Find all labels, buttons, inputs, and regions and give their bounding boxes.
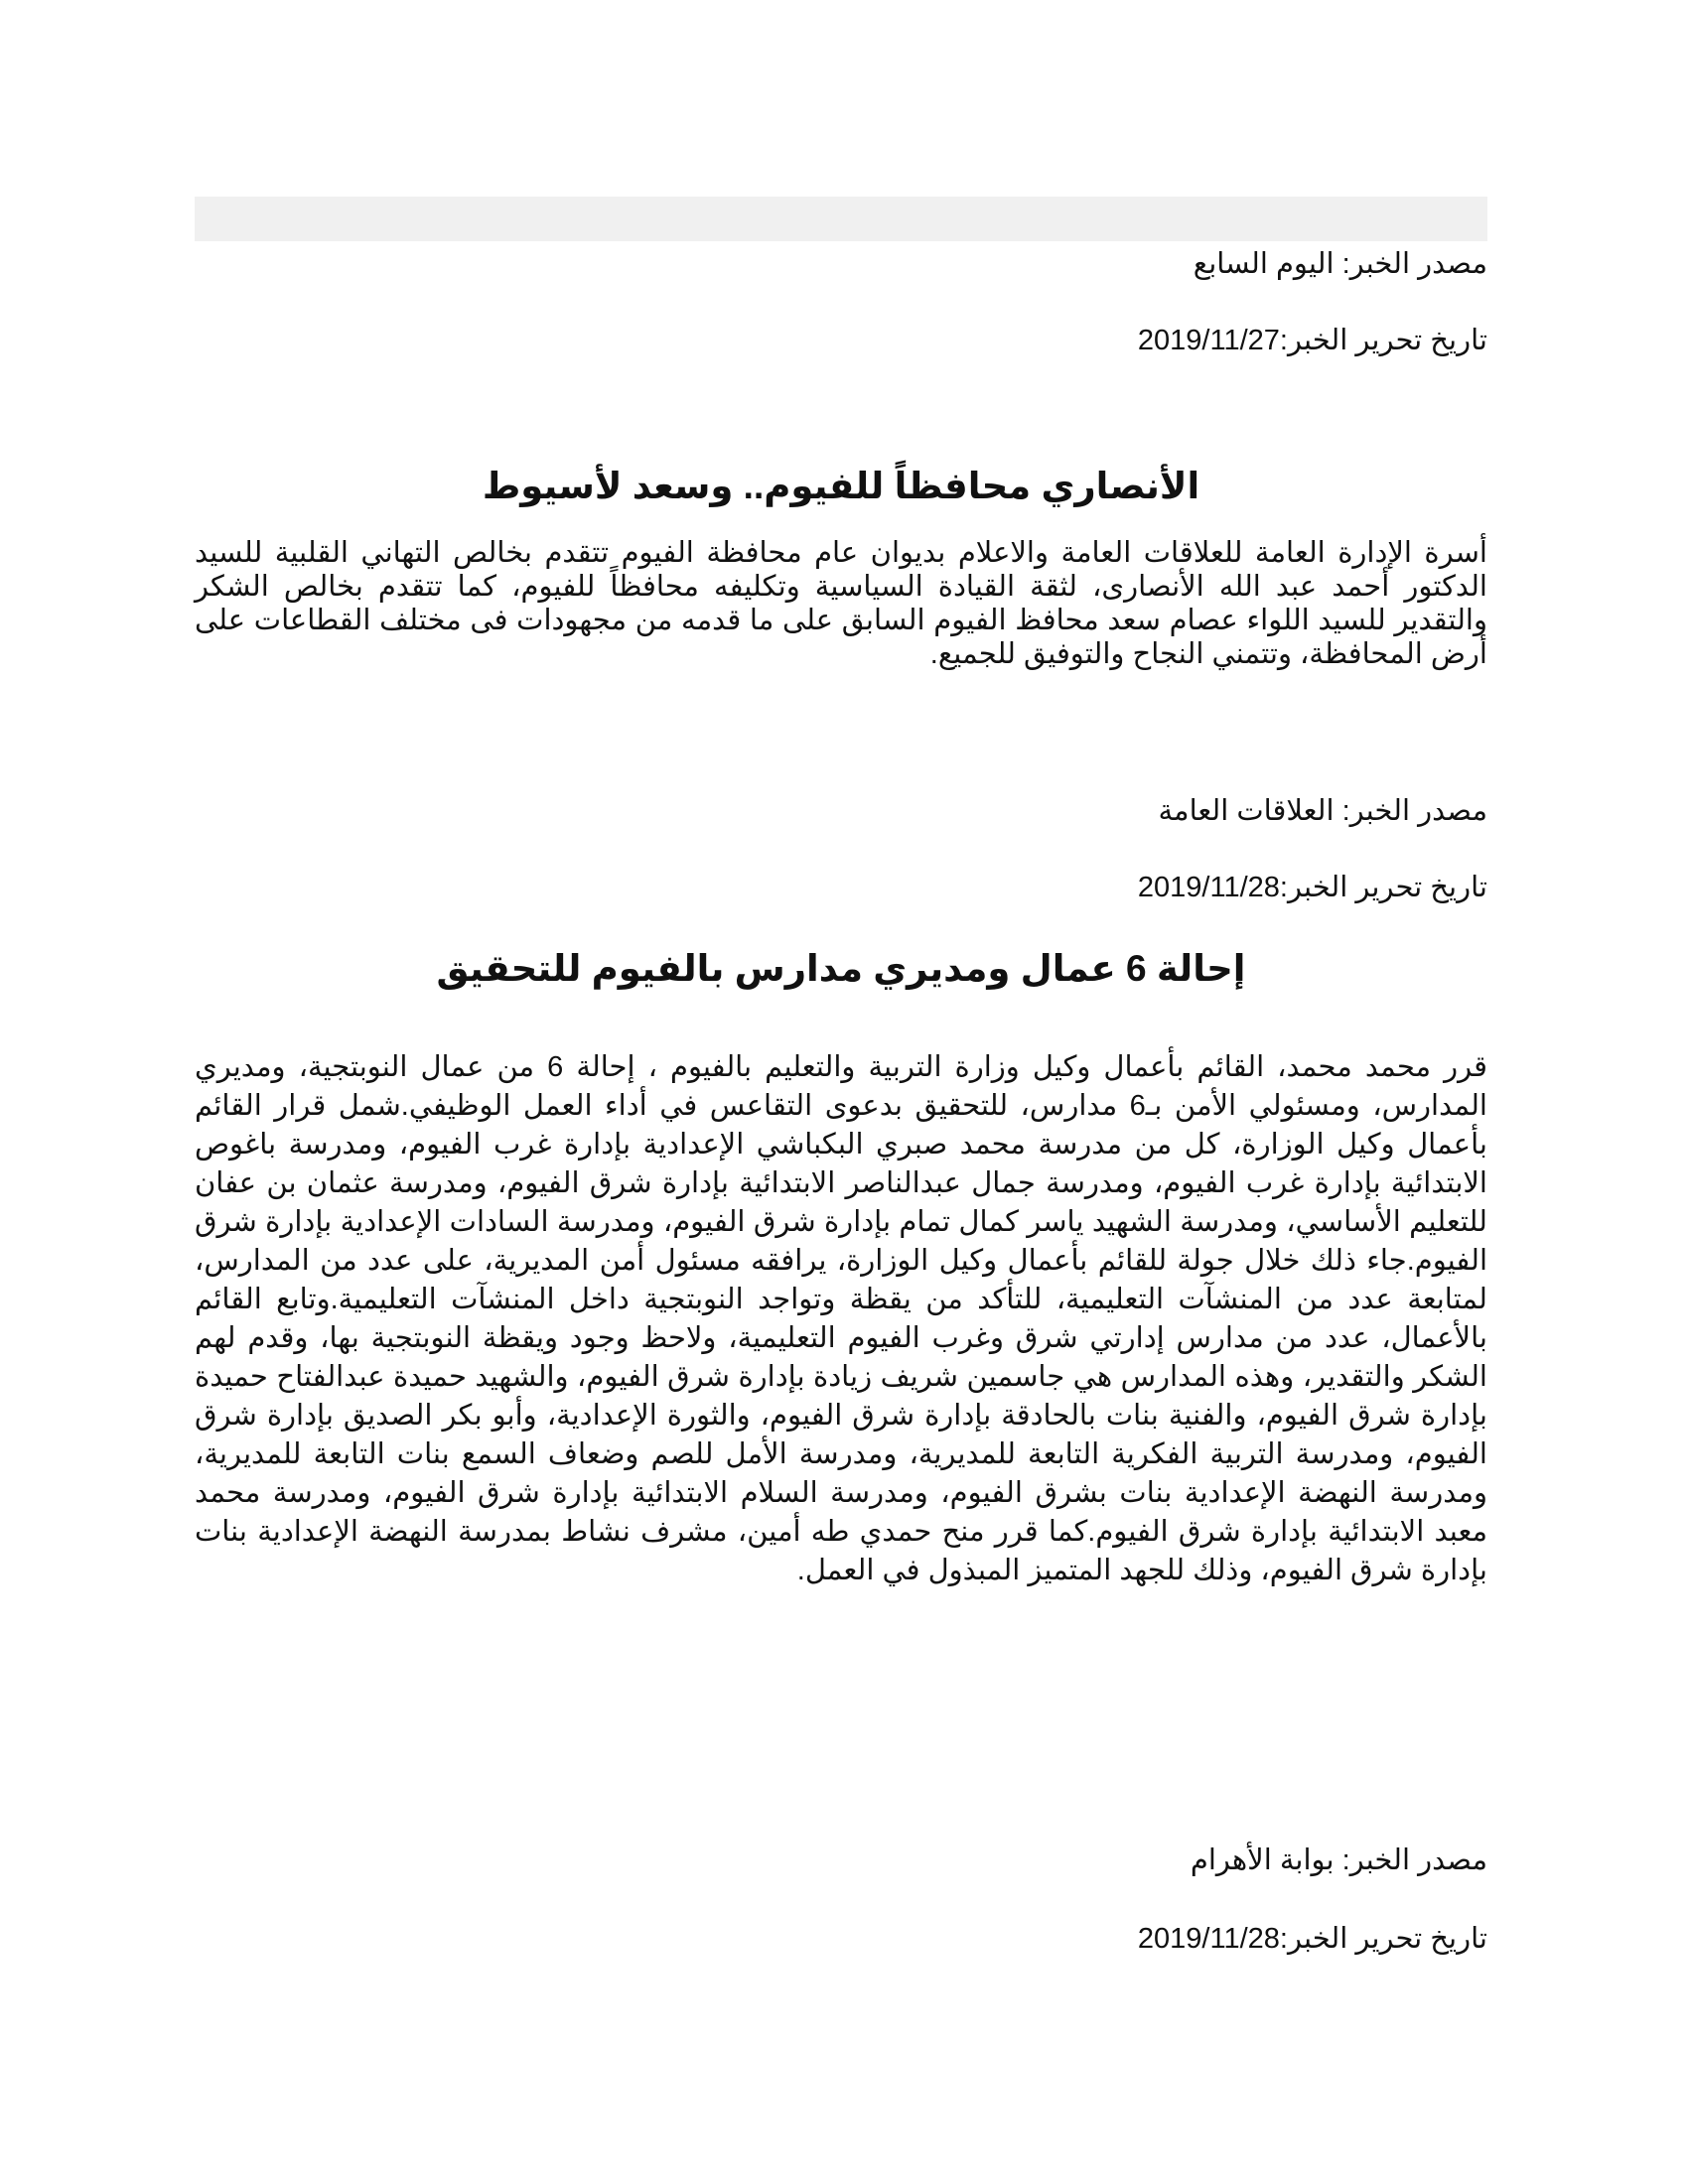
news-date-2: تاريخ تحرير الخبر:2019/11/28 xyxy=(1137,872,1487,903)
news-source-2: مصدر الخبر: العلاقات العامة xyxy=(1158,795,1487,827)
news-source-1: مصدر الخبر: اليوم السابع xyxy=(1193,248,1487,280)
article-body-2: قرر محمد محمد، القائم بأعمال وكيل وزارة التربية والتعليم بالفيوم ، إحالة 6 من عمال النوبتجية، ومديري المدارس، ومسئولي الأمن بـ6 مدارس، للتحقيق بدعوى التقاعس في أداء العمل الوظيفي.شمل قرار القائم بأعمال وكيل الوزارة، كل من مدرسة محمد صبري البكباشي الإعدادية بإدارة غرب الفيوم، ومدرسة باغوص الابتدائية بإدارة غرب الفيوم، ومدرسة جمال عبدالناصر الابتدائية بإدارة شرق الفيوم، ومدرسة عثمان بن عفان للتعليم الأساسي، ومدرسة الشهيد ياسر كمال تمام بإدارة شرق الفيوم، ومدرسة السادات الإعدادية بإدارة شرق الفيوم.جاء ذلك خلال جولة للقائم بأعمال وكيل الوزارة، يرافقه مسئول أمن المديرية، على عدد من المدارس، لمتابعة عدد من المنشآت التعليمية، للتأكد من يقظة وتواجد النوبتجية داخل المنشآت التعليمية.وتابع القائم بالأعمال، عدد من مدارس إدارتي شرق وغرب الفيوم التعليمية، ولاحظ وجود ويقظة النوبتجية بها، وقدم لهم الشكر والتقدير، وهذه المدارس هي جاسمين شريف زيادة بإدارة شرق الفيوم، والشهيد حميدة عبدالفتاح حميدة بإدارة شرق الفيوم، والفنية بنات بالحادقة بإدارة شرق الفيوم، والثورة الإعدادية، وأبو بكر الصديق بإدارة شرق الفيوم، ومدرسة التربية الفكرية التابعة للمديرية، ومدرسة الأمل للصم وضعاف السمع بنات التابعة للمديرية، ومدرسة النهضة الإعدادية بنات بشرق الفيوم، ومدرسة السلام الابتدائية بإدارة شرق الفيوم، ومدرسة محمد معبد الابتدائية بإدارة شرق الفيوم.كما قرر منح حمدي طه أمين، مشرف نشاط بمدرسة النهضة الإعدادية بنات بإدارة شرق الفيوم، وذلك للجهد المتميز المبذول في العمل. xyxy=(195,1051,1487,1586)
news-date-3: تاريخ تحرير الخبر:2019/11/28 xyxy=(1137,1923,1487,1955)
news-source-3: مصدر الخبر: بوابة الأهرام xyxy=(1190,1844,1487,1876)
header-shaded-bar xyxy=(195,197,1487,241)
article-headline-2: إحالة 6 عمال ومديري مدارس بالفيوم للتحقيق xyxy=(436,948,1246,989)
article-body-1: أسرة الإدارة العامة للعلاقات العامة والاعلام بديوان عام محافظة الفيوم تتقدم بخالص التهاني القلبية للسيد الدكتور أحمد عبد الله الأنصارى، لثقة القيادة السياسية وتكليفه محافظاً للفيوم، كما تتقدم بخالص الشكر والتقدير للسيد اللواء عصام سعد محافظ الفيوم السابق على ما قدمه من مجهودات فى مختلف القطاعات على أرض المحافظة، وتتمني النجاح والتوفيق للجميع. xyxy=(195,537,1487,670)
news-date-1: تاريخ تحرير الخبر:2019/11/27 xyxy=(1137,325,1487,356)
article-headline-1: الأنصاري محافظاً للفيوم.. وسعد لأسيوط xyxy=(482,466,1200,506)
